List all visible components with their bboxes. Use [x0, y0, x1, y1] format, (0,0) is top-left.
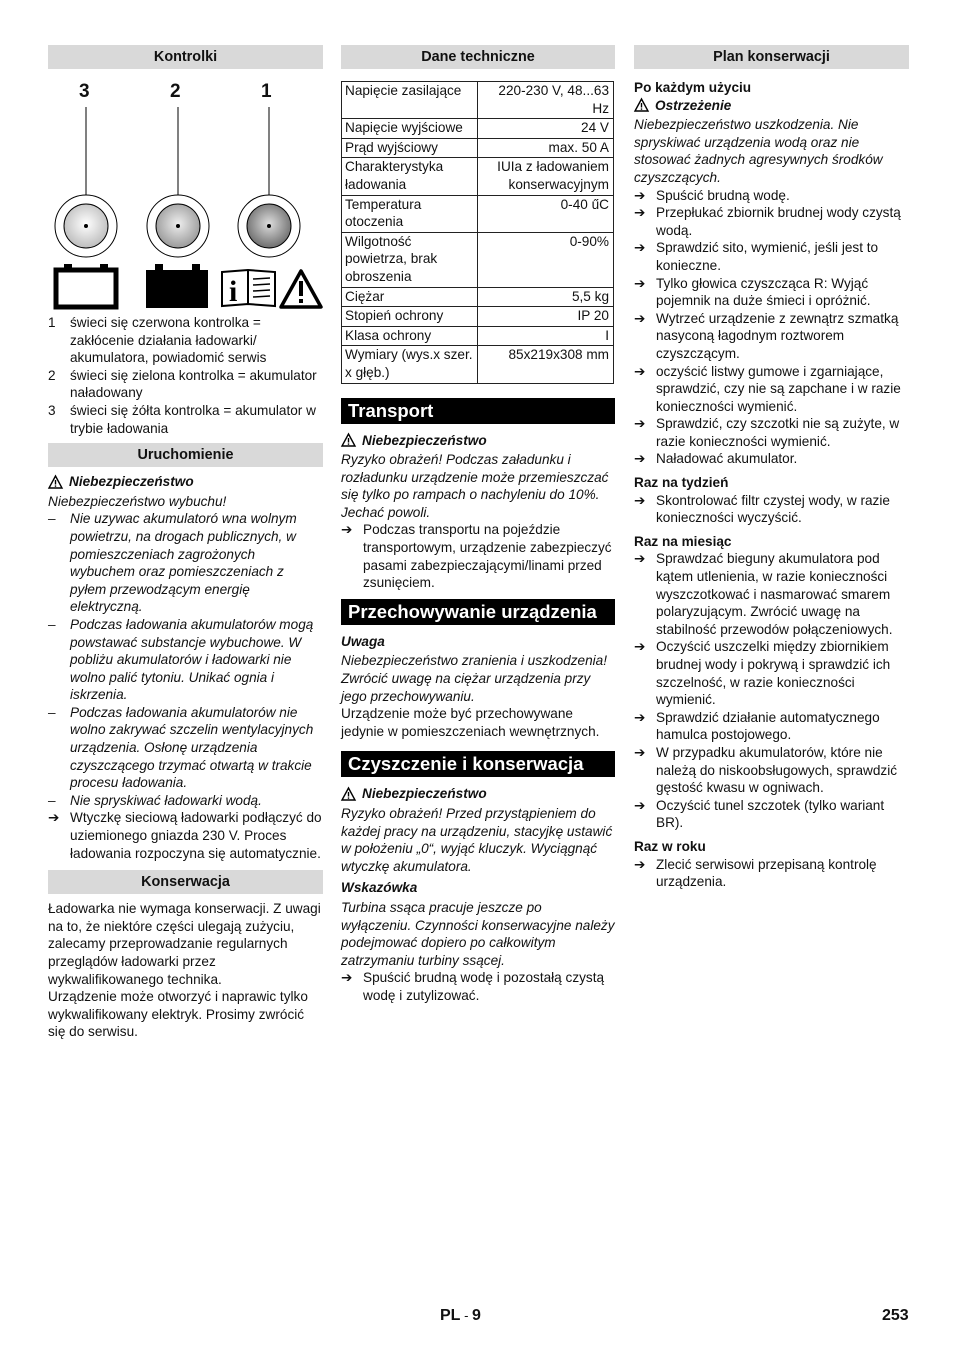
- table-cell-value: IUIa z ładowaniem konserwacyjnym: [478, 158, 614, 195]
- list-item: ➔ Wtyczkę sieciową ładowarki podłączyć do uziemionego gniazda 230 V. Proces ładowania rozpoczyna się automatycznie.: [48, 810, 322, 861]
- list-item: ➔ Naładować akumulator.: [634, 451, 798, 467]
- technical-data-table: [341, 81, 614, 384]
- plan-konserwacji-heading: Plan konserwacji: [634, 45, 909, 69]
- info-manual-icon: [222, 270, 275, 308]
- czyszczenie-danger-text: Ryzyko obrażeń! Przed przystąpieniem do każdej pracy na urządzeniu, stacyjkę ustawić w położeniu „0“, wyjąć kluczyk. Wyciągnąć wtyczkę akumulatora.: [341, 806, 613, 874]
- table-cell-value: 5,5 kg: [478, 287, 614, 307]
- table-cell-label: Temperatura otoczenia: [342, 195, 478, 232]
- list-item: ➔ Sprawdzić sito, wymienić, jeśli jest to konieczne.: [634, 240, 879, 273]
- arrow-icon: ➔: [634, 310, 646, 326]
- list-item: ➔ Spuścić brudną wodę.: [634, 187, 790, 203]
- list-item: – Nie uzywac akumulatoró wna wolnym powietrzu, na drogach publicznych, w pomieszczeniach zagrożonych wybuchem oraz pomieszczeniach z pyłem przewodzącym energię elektryczną.: [48, 511, 297, 615]
- table-row: [342, 232, 614, 287]
- list-item: – Podczas ładowania akumulatorów nie wolno zakrywać szczelin wentylacyjnych urządzenia. Osłonę urządzenia czyszczącego trzymać otwartą w trakcie procesu ładowania.: [48, 704, 314, 791]
- list-item: ➔ Oczyścić tunel szczotek (tylko wariant BR).: [634, 797, 885, 831]
- lamp-green: [147, 195, 209, 257]
- battery-filled-icon: [146, 264, 208, 308]
- warning-icon: [634, 98, 649, 112]
- uwaga-text: Niebezpieczeństwo zranienia i uszkodzenia! Zwrócić uwagę na ciężar urządzenia przy jego przechowywaniu.: [341, 653, 607, 704]
- transport-danger-text: Ryzyko obrażeń! Podczas załadunku i rozładunku urządzenie może przemieszczać się tylko po rampach o nachyleniu do 10%. Jechać powoli.: [341, 452, 609, 520]
- list-item: ➔ Sprawdzić, czy szczotki nie są zużyte, w razie konieczności wymienić.: [634, 416, 900, 449]
- danger-label: Niebezpieczeństwo: [48, 473, 323, 491]
- list-item: ➔ W przypadku akumulatorów, które nie należą do niskoobsługowych, sprawdzić gęstość kwasu w ogniwach.: [634, 744, 898, 796]
- list-item: ➔ Podczas transportu na pojeździe transportowym, urządzenie zabezpieczyć pasami zabezpieczającymi/linami przed zsunięciem.: [341, 522, 612, 591]
- arrow-icon: ➔: [341, 522, 353, 538]
- arrow-icon: ➔: [634, 797, 646, 813]
- list-item: ➔ Skontrolować filtr czystej wody, w razie konieczności wyczyścić.: [634, 492, 890, 526]
- table-cell-label: Napięcie wyjściowe: [342, 119, 478, 139]
- kontrolki-heading: Kontrolki: [48, 45, 323, 69]
- warning-icon: [48, 475, 63, 489]
- arrow-icon: ➔: [634, 187, 646, 203]
- table-cell-value: 0-90%: [478, 232, 614, 287]
- table-cell-label: Wilgotność powietrza, brak obroszenia: [342, 232, 478, 287]
- raz-na-tydzien-label: Raz na tydzień: [634, 475, 729, 491]
- lamp-legend-list: [48, 314, 323, 437]
- table-cell-label: Klasa ochrony: [342, 326, 478, 346]
- po-kazdym-uzyciu-label: Po każdym użyciu: [634, 80, 752, 95]
- column-left: [48, 45, 323, 1041]
- list-item: 1 świeci się czerwona kontrolka = zakłócenie działania ładowarki/ akumulatora, powiadomić serwis: [48, 315, 267, 366]
- lamp-number-3: 3: [79, 81, 90, 102]
- czyszczenie-heading: Czyszczenie i konserwacja: [341, 751, 615, 777]
- konserwacja-text: Ładowarka nie wymaga konserwacji. Z uwagi na to, że niektóre części ulegają zużyciu, zalecamy przeprowadzanie regularnych przeglądów ładowarki przez wykwalifikowanego technika.: [48, 901, 321, 987]
- table-cell-label: Wymiary (wys.x szer. x głęb.): [342, 346, 478, 383]
- table-row: [342, 346, 614, 383]
- dane-techniczne-heading: Dane techniczne: [341, 45, 615, 69]
- lamp-yellow: [55, 195, 117, 257]
- column-middle: [341, 45, 615, 1005]
- indicator-lamps-figure: [48, 81, 323, 308]
- danger-label: Niebezpieczeństwo: [341, 432, 615, 450]
- wskazowka-label: Wskazówka: [341, 880, 418, 896]
- warning-triangle-icon: [281, 271, 321, 307]
- warning-label: Ostrzeżenie: [634, 97, 909, 115]
- arrow-icon: ➔: [634, 451, 646, 467]
- table-cell-value: 85x219x308 mm: [478, 346, 614, 383]
- transport-heading: Transport: [341, 398, 615, 424]
- list-item: ➔ Tylko głowica czyszcząca R: Wyjąć pojemnik na duże śmieci i opróżnić.: [634, 275, 871, 309]
- wskazowka-text: Turbina ssąca pracuje jeszcze po wyłączeniu. Czynności konserwacyjne należy podejmować dopiero po całkowitym zatrzymaniu turbiny ssącej.: [341, 899, 615, 968]
- list-item: ➔ Oczyścić uszczelki między zbiornikiem brudnej wody i pokrywą i sprawdzić ich szczelność, w razie konieczności wymienić.: [634, 639, 891, 708]
- table-row: [342, 119, 614, 139]
- list-item: ➔ Sprawdzić działanie automatycznego hamulca postojowego.: [634, 709, 880, 743]
- list-item: 2 świeci się zielona kontrolka = akumulator naładowany: [48, 367, 317, 401]
- table-cell-value: IP 20: [478, 307, 614, 327]
- arrow-icon: ➔: [634, 363, 646, 379]
- przechowywanie-text: Urządzenie może być przechowywane jedynie w pomieszczeniach wewnętrznych.: [341, 706, 600, 739]
- table-cell-label: Ciężar: [342, 287, 478, 307]
- list-item: ➔ Sprawdzać bieguny akumulatora pod kątem utlenienia, w razie konieczności wyszczotkować i nasmarować smarem polaryzującym. Zwrócić uwagę na stabilność przewodów połączeniowych.: [634, 551, 893, 637]
- footer-page-number: 253: [882, 1307, 909, 1324]
- list-item: 3 świeci się żółta kontrolka = akumulator w trybie ładowania: [48, 402, 316, 436]
- lamp-number-1: 1: [261, 81, 272, 102]
- table-row: [342, 82, 614, 119]
- table-cell-value: I: [478, 326, 614, 346]
- list-item: – Nie spryskiwać ładowarki wodą.: [48, 792, 262, 808]
- arrow-icon: ➔: [634, 240, 646, 256]
- list-item: ➔ oczyścić listwy gumowe i zgarniające, sprawdzić, czy nie są zapchane i w razie konieczności wymienić.: [634, 363, 901, 414]
- list-item: ➔ Spuścić brudną wodę i pozostałą czystą wodę i zutylizować.: [341, 970, 605, 1003]
- lamp-red: [238, 195, 300, 257]
- table-cell-label: Charakterystyka ładowania: [342, 158, 478, 195]
- table-row: [342, 158, 614, 195]
- table-cell-label: Stopień ochrony: [342, 307, 478, 327]
- raz-w-roku-label: Raz w roku: [634, 838, 706, 854]
- svg-text:i: i: [229, 275, 238, 308]
- po-kazdym-steps: [634, 187, 909, 469]
- column-right: [634, 45, 909, 891]
- table-row: [342, 307, 614, 327]
- list-item: ➔ Wytrzeć urządzenie z zewnątrz szmatką nasyconą łagodnym roztworem czyszczącym.: [634, 310, 899, 361]
- list-item: ➔ Zlecić serwisowi przepisaną kontrolę urządzenia.: [634, 856, 877, 890]
- arrow-icon: ➔: [634, 205, 646, 221]
- arrow-icon: ➔: [634, 639, 646, 655]
- ostrzezenie-text: Niebezpieczeństwo uszkodzenia. Nie spryskiwać urządzenia wodą oraz nie stosować żadnych agresywnych środków czyszczących.: [634, 117, 883, 185]
- arrow-icon: ➔: [341, 970, 353, 986]
- arrow-icon: ➔: [634, 416, 646, 432]
- danger-label: Niebezpieczeństwo: [341, 785, 615, 803]
- table-row: [342, 138, 614, 158]
- arrow-icon: ➔: [634, 551, 646, 567]
- footer-language-page: PL - 9: [440, 1307, 481, 1324]
- table-cell-label: Napięcie zasilające: [342, 82, 478, 119]
- arrow-icon: ➔: [634, 744, 646, 760]
- table-cell-label: Prąd wyjściowy: [342, 138, 478, 158]
- konserwacja-text-2: Urządzenie może otworzyć i naprawic tylko wykwalifikowany elektryk. Prosimy zwrócić się do serwisu.: [48, 989, 308, 1040]
- table-cell-value: max. 50 A: [478, 138, 614, 158]
- uwaga-label: Uwaga: [341, 633, 385, 649]
- table-row: [342, 195, 614, 232]
- warning-icon: [341, 433, 356, 447]
- table-row: [342, 287, 614, 307]
- miesiac-steps: [634, 550, 909, 832]
- konserwacja-heading: Konserwacja: [48, 870, 323, 894]
- arrow-icon: ➔: [634, 856, 646, 872]
- list-item: ➔ Przepłukać zbiornik brudnej wody czystą wodą.: [634, 205, 901, 238]
- indicator-lamps-drawing: [48, 81, 323, 308]
- tydzien-steps: [634, 492, 909, 527]
- danger-intro: Niebezpieczeństwo wybuchu!: [48, 493, 227, 509]
- battery-outline-icon: [56, 264, 116, 307]
- list-item: – Podczas ładowania akumulatorów mogą powstawać substancje wybuchowe. W pobliżu akumulatorów i ładowarki nie wolno palić tytoniu. Unikać ognia i iskrzenia.: [48, 616, 314, 703]
- arrow-icon: ➔: [634, 275, 646, 291]
- arrow-icon: ➔: [48, 810, 60, 826]
- table-cell-value: 24 V: [478, 119, 614, 139]
- table-row: [342, 326, 614, 346]
- uruchomienie-heading: Uruchomienie: [48, 443, 323, 467]
- raz-na-miesiac-label: Raz na miesiąc: [634, 533, 732, 549]
- warning-icon: [341, 787, 356, 801]
- arrow-icon: ➔: [634, 492, 646, 508]
- przechowywanie-heading: Przechowywanie urządzenia: [341, 599, 615, 625]
- table-cell-value: 220-230 V, 48...63 Hz: [478, 82, 614, 119]
- arrow-icon: ➔: [634, 709, 646, 725]
- table-cell-value: 0-40 űC: [478, 195, 614, 232]
- lamp-number-2: 2: [170, 81, 181, 102]
- rok-steps: [634, 856, 909, 891]
